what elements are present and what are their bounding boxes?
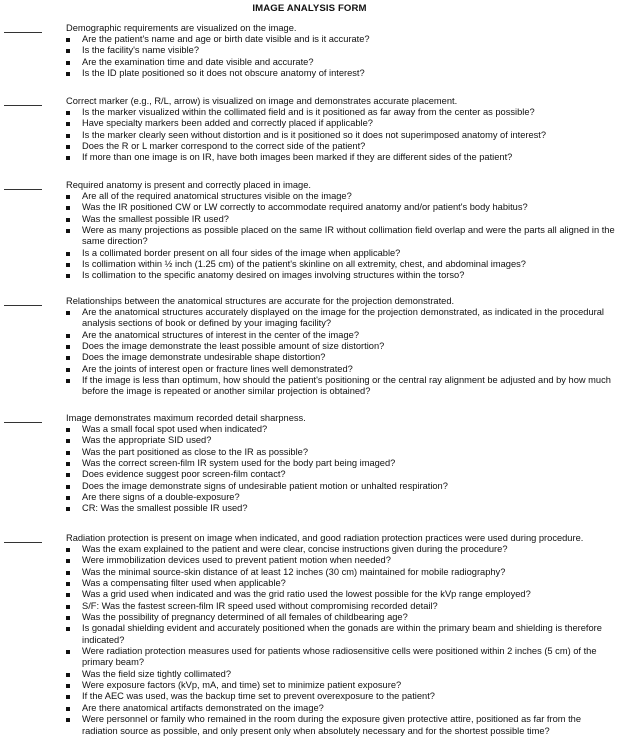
checklist-item: S/F: Was the fastest screen-film IR speed used without compromising recorded detail? [0, 601, 619, 612]
checklist [0, 191, 619, 282]
checklist-item: Was the smallest possible IR used? [0, 214, 619, 225]
checklist-item: Are the examination time and date visible and accurate? [0, 57, 619, 68]
section-heading: Relationships between the anatomical structures are accurate for the projection demonstrated. [66, 296, 455, 306]
section-heading: Required anatomy is present and correctly placed in image. [66, 180, 311, 190]
checklist-item: Does the image demonstrate undesirable shape distortion? [0, 352, 619, 363]
checklist-item: If the image is less than optimum, how should the patient's positioning or the central ray alignment be adjusted and by how much before the image is repeated or another similar projection is obtained? [0, 375, 619, 398]
checkoff-line[interactable] [4, 542, 42, 543]
checklist-item: Was a compensating filter used when applicable? [0, 578, 619, 589]
checklist-item: Was a grid used when indicated and was the grid ratio used the lowest possible for the kVp range employed? [0, 589, 619, 600]
checklist-item: Are the anatomical structures accurately displayed on the image for the projection demonstrated, as indicated in the procedural analysis sections of book or defined by your imaging facility? [0, 307, 619, 330]
checklist-item: Does evidence suggest poor screen-film contact? [0, 469, 619, 480]
checklist-item: Was the IR positioned CW or LW correctly to accommodate required anatomy and/or patient's body habitus? [0, 202, 619, 213]
checklist-item: Were exposure factors (kVp, mA, and time) set to minimize patient exposure? [0, 680, 619, 691]
checklist [0, 307, 619, 398]
checkoff-line[interactable] [4, 105, 42, 106]
checklist-item: Was the minimal source-skin distance of at least 12 inches (30 cm) maintained for mobile radiography? [0, 567, 619, 578]
section-heading: Demographic requirements are visualized on the image. [66, 23, 297, 33]
form-title: IMAGE ANALYSIS FORM [252, 3, 367, 14]
checklist-item: Was the possibility of pregnancy determined of all females of childbearing age? [0, 612, 619, 623]
checklist-item: Is the ID plate positioned so it does not obscure anatomy of interest? [0, 68, 619, 79]
checklist-item: Was the exam explained to the patient and were clear, concise instructions given during the procedure? [0, 544, 619, 555]
checklist [0, 34, 619, 79]
checklist-item: CR: Was the smallest possible IR used? [0, 503, 619, 514]
checklist-item: Are there anatomical artifacts demonstrated on the image? [0, 703, 619, 714]
section-heading: Correct marker (e.g., R/L, arrow) is visualized on image and demonstrates accurate placement. [66, 96, 458, 106]
checklist-item: Are the patient's name and age or birth date visible and is it accurate? [0, 34, 619, 45]
checklist-item: Is the marker clearly seen without distortion and is it positioned so it does not superimposed anatomy of interest? [0, 130, 619, 141]
checklist-item: Was the part positioned as close to the IR as possible? [0, 447, 619, 458]
checkoff-line[interactable] [4, 32, 42, 33]
checklist-item: Have specialty markers been added and correctly placed if applicable? [0, 118, 619, 129]
checklist-item: Were radiation protection measures used for patients whose radiosensitive cells were positioned within 2 inches (5 cm) of the primary beam? [0, 646, 619, 669]
checklist-item: If more than one image is on IR, have both images been marked if they are different sides of the patient? [0, 152, 619, 163]
checklist-item: Are all of the required anatomical structures visible on the image? [0, 191, 619, 202]
checklist-item: Is gonadal shielding evident and accurately positioned when the gonads are within the primary beam and shielding is therefore indicated? [0, 623, 619, 646]
checklist-item: Was the appropriate SID used? [0, 435, 619, 446]
checklist-item: If the AEC was used, was the backup time set to prevent overexposure to the patient? [0, 691, 619, 702]
checklist-item: Are there signs of a double-exposure? [0, 492, 619, 503]
checkoff-line[interactable] [4, 189, 42, 190]
checklist-item: Were immobilization devices used to prevent patient motion when needed? [0, 555, 619, 566]
checklist-item: Was a small focal spot used when indicated? [0, 424, 619, 435]
checklist-item: Were as many projections as possible placed on the same IR without collimation field overlap and were the parts all aligned in the same direction? [0, 225, 619, 248]
checkoff-line[interactable] [4, 305, 42, 306]
checklist-item: Were personnel or family who remained in the room during the exposure given protective attire, positioned as far from the radiation source as possible, and only present only when absolutely necessary and for the shortest possible time? [0, 714, 619, 737]
checklist-item: Is the marker visualized within the collimated field and is it positioned as far away from the center as possible? [0, 107, 619, 118]
checklist-item: Was the correct screen-film IR system used for the body part being imaged? [0, 458, 619, 469]
checklist [0, 424, 619, 515]
checklist-item: Are the anatomical structures of interest in the center of the image? [0, 330, 619, 341]
checklist-item: Was the field size tightly collimated? [0, 669, 619, 680]
checklist-item: Is a collimated border present on all four sides of the image when applicable? [0, 248, 619, 259]
section-heading: Image demonstrates maximum recorded detail sharpness. [66, 413, 306, 423]
checklist-item: Is collimation within ½ inch (1.25 cm) of the patient's skinline on all extremity, chest, and abdominal images? [0, 259, 619, 270]
section-heading: Radiation protection is present on image when indicated, and good radiation protection practices were used during procedure. [66, 533, 584, 543]
checklist-item: Is the facility's name visible? [0, 45, 619, 56]
checkoff-line[interactable] [4, 422, 42, 423]
checklist-item: Is collimation to the specific anatomy desired on images involving structures within the torso? [0, 270, 619, 281]
checklist-item: Does the R or L marker correspond to the correct side of the patient? [0, 141, 619, 152]
checklist [0, 544, 619, 737]
checklist-item: Does the image demonstrate signs of undesirable patient motion or unhalted respiration? [0, 481, 619, 492]
checklist [0, 107, 619, 164]
checklist-item: Are the joints of interest open or fracture lines well demonstrated? [0, 364, 619, 375]
checklist-item: Does the image demonstrate the least possible amount of size distortion? [0, 341, 619, 352]
